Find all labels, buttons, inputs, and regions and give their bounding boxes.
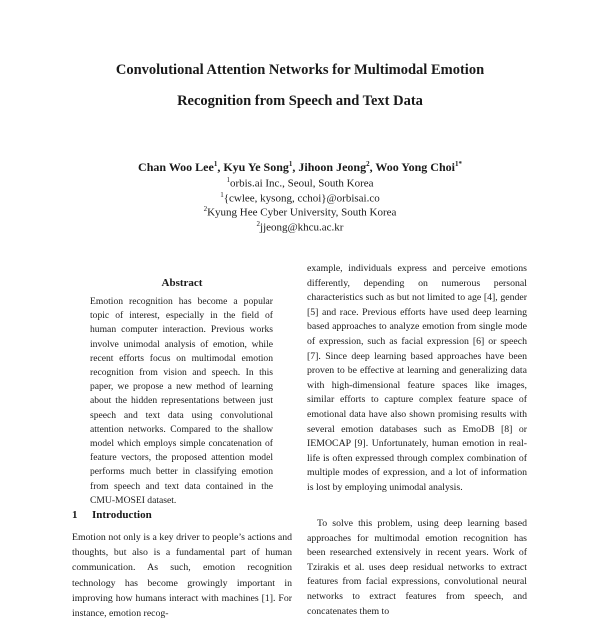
- paper-title-line-2: Recognition from Speech and Text Data: [177, 93, 423, 109]
- author-affiliation-mark: 2: [366, 160, 370, 168]
- abstract-body: Emotion recognition has become a popular topic of interest, especially in the field of human computer interaction. Previous works involve unimodal analysis of emotion, while recent efforts focus on multimodal emotion recognition from vision and speech. In this paper, we propose a new method of learning about the hidden representations between just speech and text data using convolutional attention networks. Compared to the shallow model which employs simple concatenation of feature vectors, the proposed attention model performs much better in classifying emotion from speech and text data contained in the CMU-MOSEI dataset.: [90, 296, 273, 506]
- abstract-heading: Abstract: [161, 277, 203, 289]
- author-list: Chan Woo Lee$^1$, Kyu Ye Song$^1$, Jihoon Jeong$^2$, Woo Yong Choi$^{1*}$: [138, 160, 462, 174]
- affiliation-2: $^2$Kyung Hee Cyber University, South Korea: [203, 205, 397, 219]
- author-name: Jihoon Jeong: [298, 160, 367, 174]
- author-name: Woo Yong Choi: [375, 160, 455, 174]
- author-name: Chan Woo Lee: [138, 160, 214, 174]
- affiliation-1-email: $^1${cwlee, kysong, cchoi}@orbisai.co: [220, 191, 380, 205]
- author-affiliation-mark: 1: [213, 160, 218, 168]
- author-name: Kyu Ye Song: [223, 160, 289, 174]
- introduction-body: Emotion not only is a key driver to people’s actions and thoughts, but also is a fundamental part of human communication. As such, emotion recognition technology has become growingly important in improving how humans interact with machines [1]. For instance, emotion recog-: [72, 532, 292, 620]
- section-heading-introduction: [72, 509, 292, 521]
- section-title: Introduction: [92, 509, 152, 521]
- right-column-paragraph-1: example, individuals express and perceive emotions differently, depending on numerous personal characteristics such as but not limited to age [4], gender [5] and race. Previous efforts have used deep learning based approaches to analyze emotion from single mode of expression, such as facial expression [6] or speech [7]. Since deep learning based approaches have been proven to be effective at learning and generalizing data with high-dimensional feature spaces like images, similar efforts to capture complex feature space of emotional data have also shown promising results with several emotion databases such as EmoDB [8] or IEMOCAP [9]. Unfortunately, human emotion in real-life is often expressed through complex combination of multiple modes of expression, and a lot of information is lost by employing unimodal analysis.: [307, 263, 527, 493]
- right-column-paragraph-2: To solve this problem, using deep learning based approaches for multimodal emotion recognition has been researched extensively in recent years. Work of Tzirakis et al. uses deep residual networks to extract features from facial expressions, convolutional neural networks to extract features from speech, and concatenates them to: [307, 518, 527, 617]
- paper-title-line-1: Convolutional Attention Networks for Multimodal Emotion: [115, 62, 485, 78]
- affiliation-1: $^1$orbis.ai Inc., Seoul, South Korea: [226, 176, 374, 190]
- affiliation-2-email: $^2$jjeong@khcu.ac.kr: [256, 220, 344, 234]
- author-affiliation-mark: 1: [288, 160, 293, 168]
- author-affiliation-mark: 1*: [454, 160, 462, 168]
- section-number: 1: [72, 509, 78, 521]
